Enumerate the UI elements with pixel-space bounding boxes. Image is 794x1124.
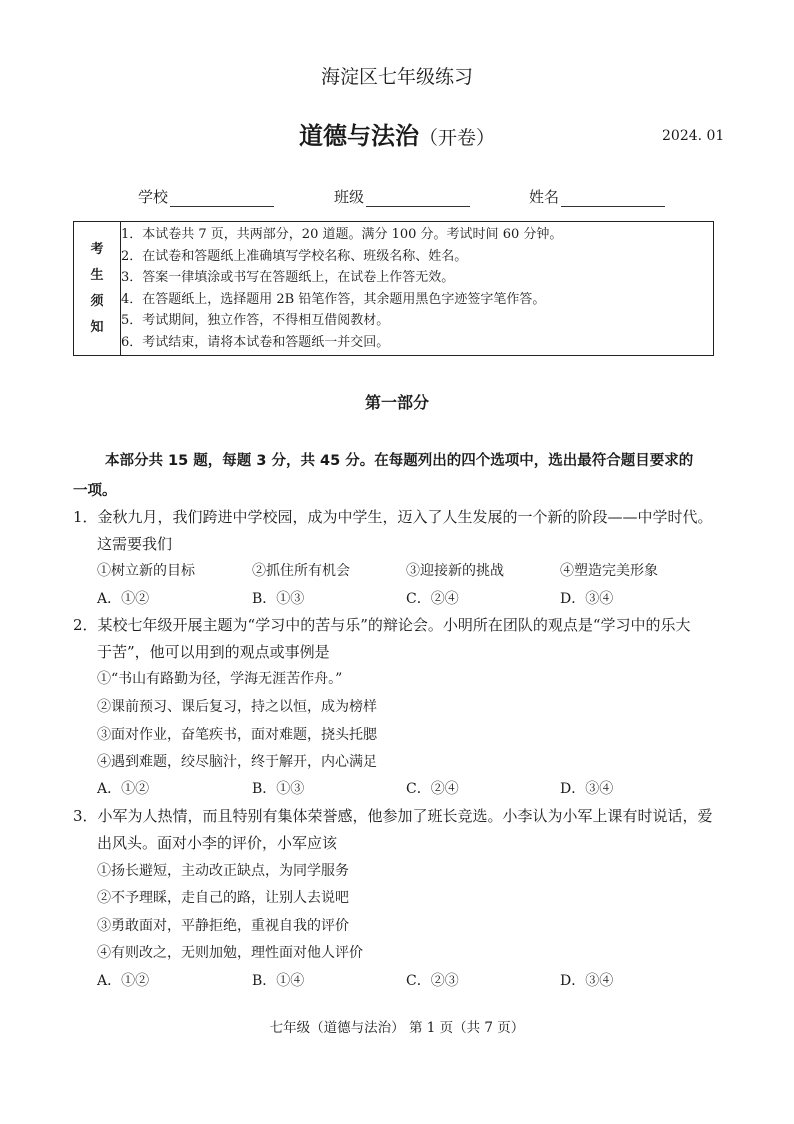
question-2-statement: ②课前预习、课后复习，持之以恒，成为榜样 (97, 699, 377, 715)
question-2-stem: 2．某校七年级开展主题为“学习中的苦与乐”的辩论会。小明所在团队的观点是“学习中的乐大 (73, 616, 691, 634)
question-1-choice-d: D．③④ (560, 591, 614, 607)
subject-name: 道德与法治 (298, 121, 419, 150)
question-3-statement: ②不予理睬，走自己的路，让别人去说吧 (97, 890, 349, 906)
question-1-statement: ②抓住所有机会 (252, 563, 350, 579)
part-instructions-line: 本部分共 15 题，每题 3 分，共 45 分。在每题列出的四个选项中，选出最符合题目要求的 (105, 453, 694, 469)
question-1-stem: 1．金秋九月，我们跨进中学校园，成为中学生，迈入了人生发展的一个新的阶段——中学时代。 (73, 508, 713, 526)
part-title: 第一部分 (364, 393, 429, 412)
class-field (334, 186, 470, 207)
question-2-choice-b: B．①③ (252, 781, 305, 797)
school-label: 学校 (138, 188, 169, 206)
notice-item: 4．在答题纸上，选择题用 2B 铅笔作答，其余题用黑色字迹签字笔作答。 (121, 291, 546, 307)
notice-label (74, 222, 121, 356)
question-3-statement: ③勇敢面对，平静拒绝，重视自我的评价 (97, 918, 349, 934)
exam-notice-box (73, 221, 714, 356)
question-1-choice-a: A．①② (97, 591, 150, 607)
question-2-statement: ③面对作业，奋笔疾书，面对难题，挠头托腮 (97, 727, 377, 743)
name-field (529, 186, 665, 207)
question-3-choice-d: D．③④ (560, 973, 614, 989)
notice-label-char: 须 (90, 293, 104, 309)
question-2-stem-cont: 于苦”，他可以用到的观点或事例是 (97, 643, 330, 661)
page-footer: 七年级（道德与法治） 第 1 页（共 7 页） (269, 1020, 525, 1036)
exam-date: 2024. 01 (662, 128, 725, 144)
school-field (138, 186, 274, 207)
question-1-statement: ①树立新的目标 (97, 563, 195, 579)
part-instructions (73, 446, 723, 506)
notice-label-char: 考 (90, 241, 104, 257)
question-3-choice-a: A．①② (97, 973, 150, 989)
question-1-statement: ③迎接新的挑战 (406, 563, 504, 579)
question-1-choice-c: C．②④ (406, 591, 459, 607)
question-3-stem: 3．小军为人热情，而且特别有集体荣誉感，他参加了班长竞选。小李认为小军上课有时说话，爱 (73, 807, 713, 825)
notice-item: 3．答案一律填涂或书写在答题纸上，在试卷上作答无效。 (121, 270, 455, 285)
question-2-choice-c: C．②④ (406, 781, 459, 797)
notice-item: 6．考试结束，请将本试卷和答题纸一并交回。 (121, 334, 390, 350)
question-2-statement: ④遇到难题，绞尽脑汁，终于解开，内心满足 (97, 754, 377, 770)
question-2-choice-a: A．①② (97, 781, 150, 797)
question-3-stem-cont: 出风头。面对小李的评价，小军应该 (97, 834, 338, 852)
class-blank-line (366, 191, 470, 207)
notice-label-char: 生 (90, 267, 104, 283)
question-2-choice-d: D．③④ (560, 781, 614, 797)
name-blank-line (561, 191, 665, 207)
notice-body (121, 222, 714, 356)
name-label: 姓名 (529, 188, 560, 206)
notice-label-char: 知 (90, 319, 104, 335)
question-3-statement: ④有则改之，无则加勉，理性面对他人评价 (97, 945, 363, 961)
subject-note: （开卷） (418, 127, 495, 149)
question-3-choice-b: B．①④ (252, 973, 305, 989)
notice-item: 5．考试期间，独立作答，不得相互借阅教材。 (121, 313, 390, 328)
question-1-stem-cont: 这需要我们 (97, 535, 173, 553)
exam-district-title: 海淀区七年级练习 (320, 66, 473, 88)
question-3-choice-c: C．②③ (406, 973, 459, 989)
question-1-choice-b: B．①③ (252, 591, 305, 607)
notice-item: 2．在试卷和答题纸上准确填写学校名称、班级名称、姓名。 (121, 248, 468, 264)
school-blank-line (170, 191, 274, 207)
question-1-statement: ④塑造完美形象 (560, 563, 658, 579)
class-label: 班级 (334, 188, 365, 206)
question-2-statement: ①“书山有路勤为径，学海无涯苦作舟。” (97, 671, 343, 687)
question-3-statement: ①扬长避短，主动改正缺点，为同学服务 (97, 863, 349, 879)
notice-item: 1．本试卷共 7 页，共两部分，20 道题。满分 100 分。考试时间 60 分钟。 (121, 227, 563, 242)
part-instructions-line: 一项。 (73, 483, 117, 499)
